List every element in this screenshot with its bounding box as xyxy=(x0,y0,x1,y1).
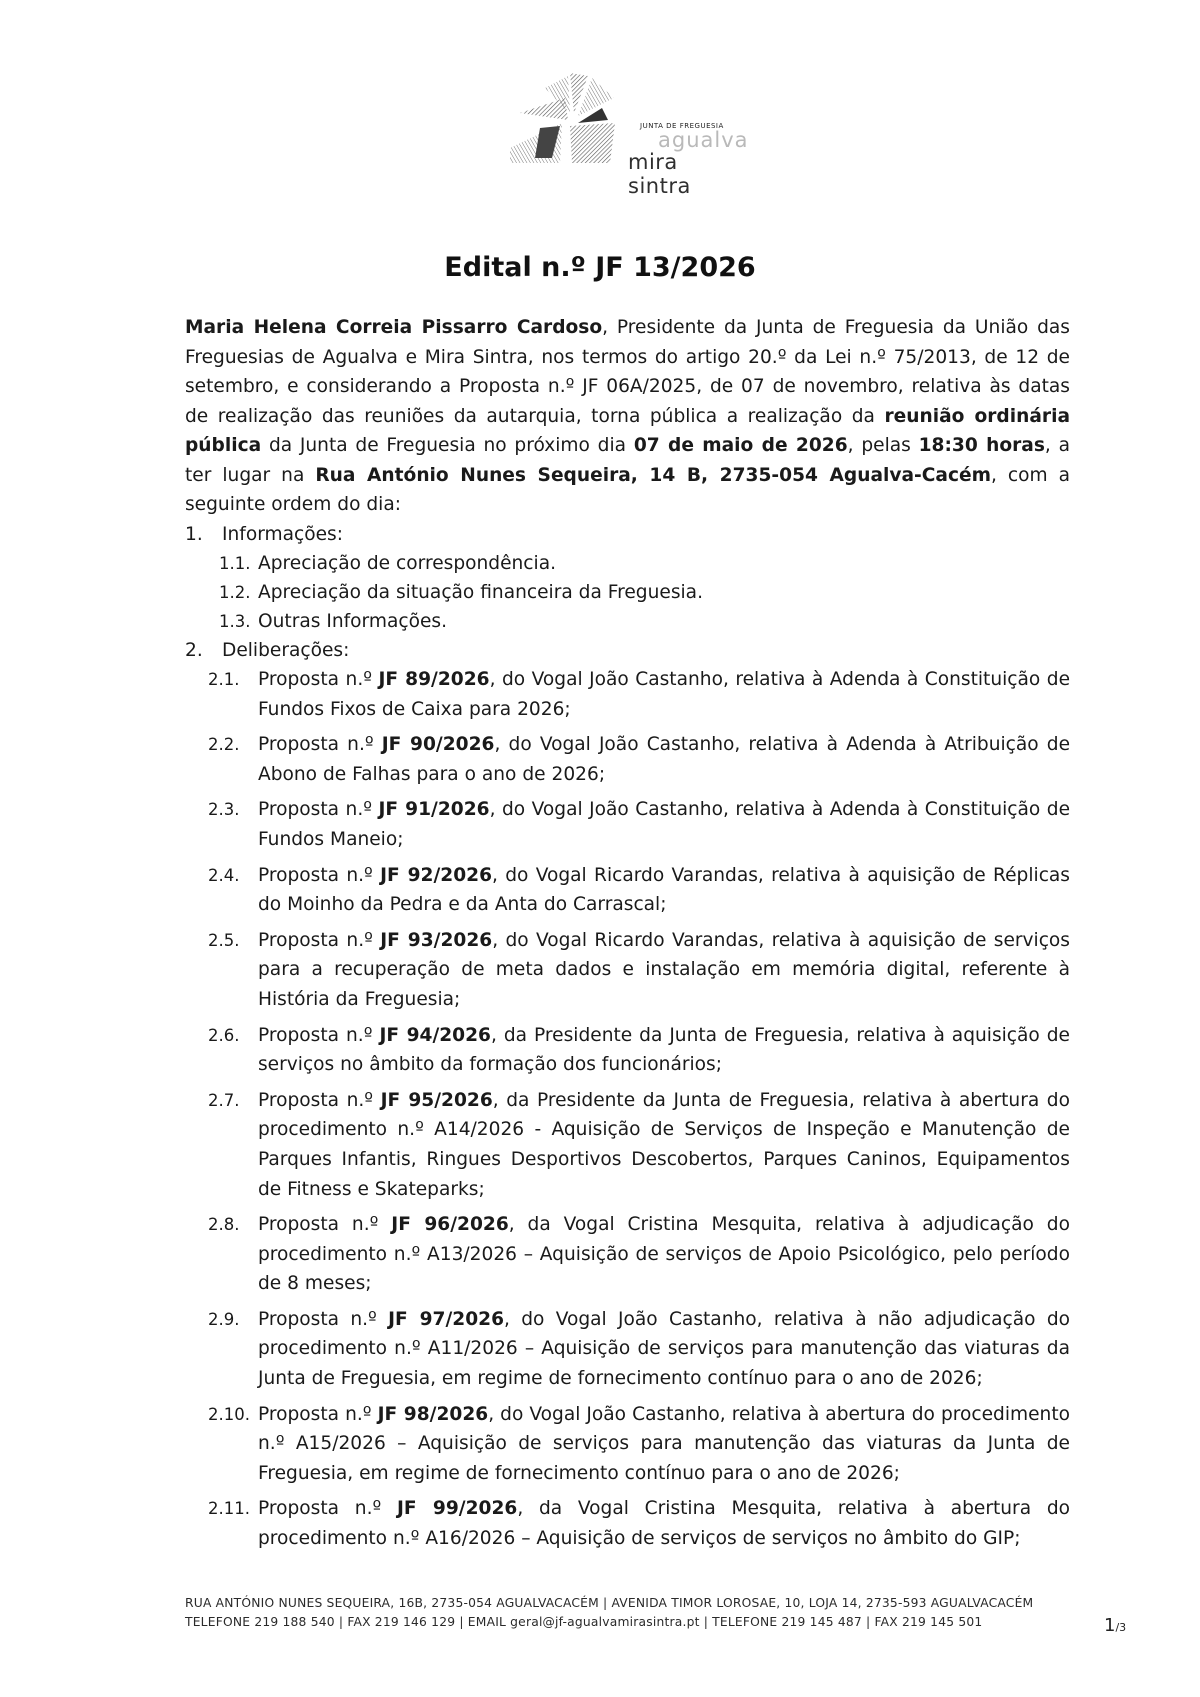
item-text: Apreciação de correspondência. xyxy=(258,553,556,574)
parish-logo xyxy=(510,68,749,198)
meeting-date: 07 de maio de 2026 xyxy=(633,435,848,456)
item-number: 2.9. xyxy=(208,1309,240,1329)
item-number: 1.1. xyxy=(219,554,251,573)
agenda xyxy=(185,520,1070,1560)
item-prefix: Proposta n.º xyxy=(258,1498,397,1520)
agenda-item xyxy=(208,926,1070,1015)
document-title: Edital n.º JF 13/2026 xyxy=(444,252,756,283)
item-number: 2.2. xyxy=(208,735,240,755)
agenda-item xyxy=(208,1086,1070,1204)
agenda-item xyxy=(208,1494,1071,1553)
logo-caption: JUNTA DE FREGUESIA xyxy=(640,122,724,130)
proposal-code: JF 91/2026 xyxy=(378,799,490,821)
item-text: , da Presidente da Junta de Freguesia, relativa à abertura do procedimento n.º A14/2026 - Aquisição de Serviços de Inspeção e Manutenção de Parques Infantis, Ringues Desportivos Descobertos, Parques Caninos, Equipamentos de Fitness e Skateparks; xyxy=(258,1089,1070,1200)
item-text: , do Vogal João Castanho, relativa à Adenda à Atribuição de Abono de Falhas para o ano de 2026; xyxy=(258,734,1071,785)
item-text: , do Vogal João Castanho, relativa à não adjudicação do procedimento n.º A11/2026 – Aquisição de serviços para manutenção das viaturas da Junta de Freguesia, em regime de fornecimento contínuo para o ano de 2026; xyxy=(258,1308,1070,1390)
item-text: , da Vogal Cristina Mesquita, relativa à adjudicação do procedimento n.º A13/2026 – Aquisição de serviços de Apoio Psicológico, pelo período de 8 meses; xyxy=(258,1214,1070,1295)
item-prefix: Proposta n.º xyxy=(258,734,382,756)
agenda-item xyxy=(219,607,1070,636)
item-prefix: Proposta n.º xyxy=(258,1089,381,1111)
item-prefix: Proposta n.º xyxy=(258,1214,392,1236)
proposal-code: JF 90/2026 xyxy=(381,734,495,756)
item-text: , do Vogal João Castanho, relativa à Adenda à Constituição de Fundos Fixos de Caixa para 2026; xyxy=(258,669,1071,720)
item-prefix: Proposta n.º xyxy=(258,1403,378,1425)
proposal-code: JF 97/2026 xyxy=(388,1308,505,1330)
section-label: Informações: xyxy=(222,524,344,545)
proposal-code: JF 94/2026 xyxy=(379,1024,491,1046)
item-number: 2.8. xyxy=(208,1215,240,1235)
item-prefix: Proposta n.º xyxy=(258,1308,389,1330)
item-number: 2.5. xyxy=(208,930,240,950)
item-text: Apreciação da situação financeira da Freguesia. xyxy=(258,582,703,603)
item-text: , da Vogal Cristina Mesquita, relativa à abertura do procedimento n.º A16/2026 – Aquisição de serviços de serviços no âmbito do GIP; xyxy=(258,1498,1071,1550)
item-number: 2.3. xyxy=(208,800,240,820)
footer-contacts: TELEFONE 219 188 540 | FAX 219 146 129 | EMAIL geral@jf-agualvamirasintra.pt | TELEFONE 219 145 487 | FAX 219 145 501 xyxy=(185,1615,983,1629)
item-text: , da Presidente da Junta de Freguesia, relativa à aquisição de serviços no âmbito da formação dos funcionários; xyxy=(258,1024,1070,1076)
agenda-item xyxy=(208,1021,1070,1080)
page-current: 1 xyxy=(1104,1615,1116,1636)
meeting-type: reunião ordinária pública xyxy=(185,405,1070,456)
section-number: 1. xyxy=(185,524,203,545)
footer-addresses: RUA ANTÓNIO NUNES SEQUEIRA, 16B, 2735-054 AGUALVACACÉM | AVENIDA TIMOR LOROSAE, 10, LOJA 14, 2735-593 AGUALVACACÉM xyxy=(185,1596,1034,1610)
intro-text-5: , com a seguinte ordem do dia: xyxy=(185,464,1070,515)
item-number: 2.6. xyxy=(208,1025,240,1045)
page-number xyxy=(1104,1615,1126,1636)
item-text: Outras Informações. xyxy=(258,611,447,632)
item-number: 2.10. xyxy=(208,1404,250,1424)
agenda-item xyxy=(208,861,1070,920)
agenda-item xyxy=(219,578,1070,607)
agenda-item xyxy=(208,665,1071,724)
logo-agualva: agualva xyxy=(658,128,749,152)
proposal-code: JF 95/2026 xyxy=(380,1089,493,1111)
intro-text-4: , a ter lugar na xyxy=(185,435,1070,486)
item-prefix: Proposta n.º xyxy=(258,799,379,821)
logo-mira-sintra: mira sintra xyxy=(628,150,691,198)
meeting-address: Rua António Nunes Sequeira, 14 B, 2735-054 Agualva-Cacém xyxy=(315,464,991,486)
proposal-code: JF 96/2026 xyxy=(391,1214,509,1236)
proposal-code: JF 89/2026 xyxy=(378,669,490,690)
intro-text-1: , Presidente da Junta de Freguesia da União das Freguesias de Agualva e Mira Sintra, nos termos do artigo 20.º da Lei n.º 75/2013, de 12 de setembro, e considerando a Proposta n.º JF 06A/2025, de 07 de novembro, relativa às datas de realização das reuniões da autarquia, torna pública a realização da xyxy=(185,317,1070,427)
item-prefix: Proposta n.º xyxy=(258,864,381,886)
section-number: 2. xyxy=(185,640,203,661)
agenda-item xyxy=(219,549,1070,578)
section-label: Deliberações: xyxy=(222,640,350,661)
item-text: , do Vogal João Castanho, relativa à Adenda à Constituição de Fundos Maneio; xyxy=(258,799,1071,850)
item-prefix: Proposta n.º xyxy=(258,669,379,690)
item-text: , do Vogal João Castanho, relativa à abertura do procedimento n.º A15/2026 – Aquisição de serviços para manutenção das viaturas da Junta de Freguesia, em regime de fornecimento contínuo para o ano de 2026; xyxy=(258,1403,1070,1484)
page-footer xyxy=(185,1594,1115,1632)
page-total: /3 xyxy=(1115,1621,1127,1634)
intro-text-3: , pelas xyxy=(847,435,919,456)
president-name: Maria Helena Correia Pissarro Cardoso xyxy=(185,317,603,338)
proposal-code: JF 99/2026 xyxy=(396,1498,518,1520)
agenda-item xyxy=(208,1305,1070,1394)
agenda-item xyxy=(208,1210,1070,1299)
item-number: 1.3. xyxy=(219,612,251,631)
agenda-item xyxy=(208,730,1071,789)
item-number: 2.4. xyxy=(208,865,240,885)
intro-paragraph xyxy=(185,313,1070,520)
agenda-section-deliberacoes xyxy=(185,636,1070,665)
agenda-item xyxy=(208,1400,1070,1489)
item-number: 2.1. xyxy=(208,670,240,689)
proposal-code: JF 92/2026 xyxy=(380,864,493,886)
proposal-code: JF 93/2026 xyxy=(380,929,493,951)
intro-text-2: da Junta de Freguesia no próximo dia xyxy=(261,435,634,456)
item-prefix: Proposta n.º xyxy=(258,929,381,951)
logo-emblem-icon xyxy=(510,68,640,183)
meeting-time: 18:30 horas xyxy=(918,435,1045,456)
agenda-item xyxy=(208,795,1071,854)
agenda-section-informacoes xyxy=(185,520,1070,549)
proposal-code: JF 98/2026 xyxy=(377,1403,489,1425)
item-number: 2.11. xyxy=(208,1499,250,1519)
item-text: , do Vogal Ricardo Varandas, relativa à aquisição de serviços para a recuperação de meta dados e instalação em memória digital, referente à História da Freguesia; xyxy=(258,929,1070,1010)
item-text: , do Vogal Ricardo Varandas, relativa à aquisição de Réplicas do Moinho da Pedra e da Anta do Carrascal; xyxy=(258,864,1070,916)
item-number: 1.2. xyxy=(219,583,251,602)
item-prefix: Proposta n.º xyxy=(258,1024,380,1046)
item-number: 2.7. xyxy=(208,1090,240,1110)
